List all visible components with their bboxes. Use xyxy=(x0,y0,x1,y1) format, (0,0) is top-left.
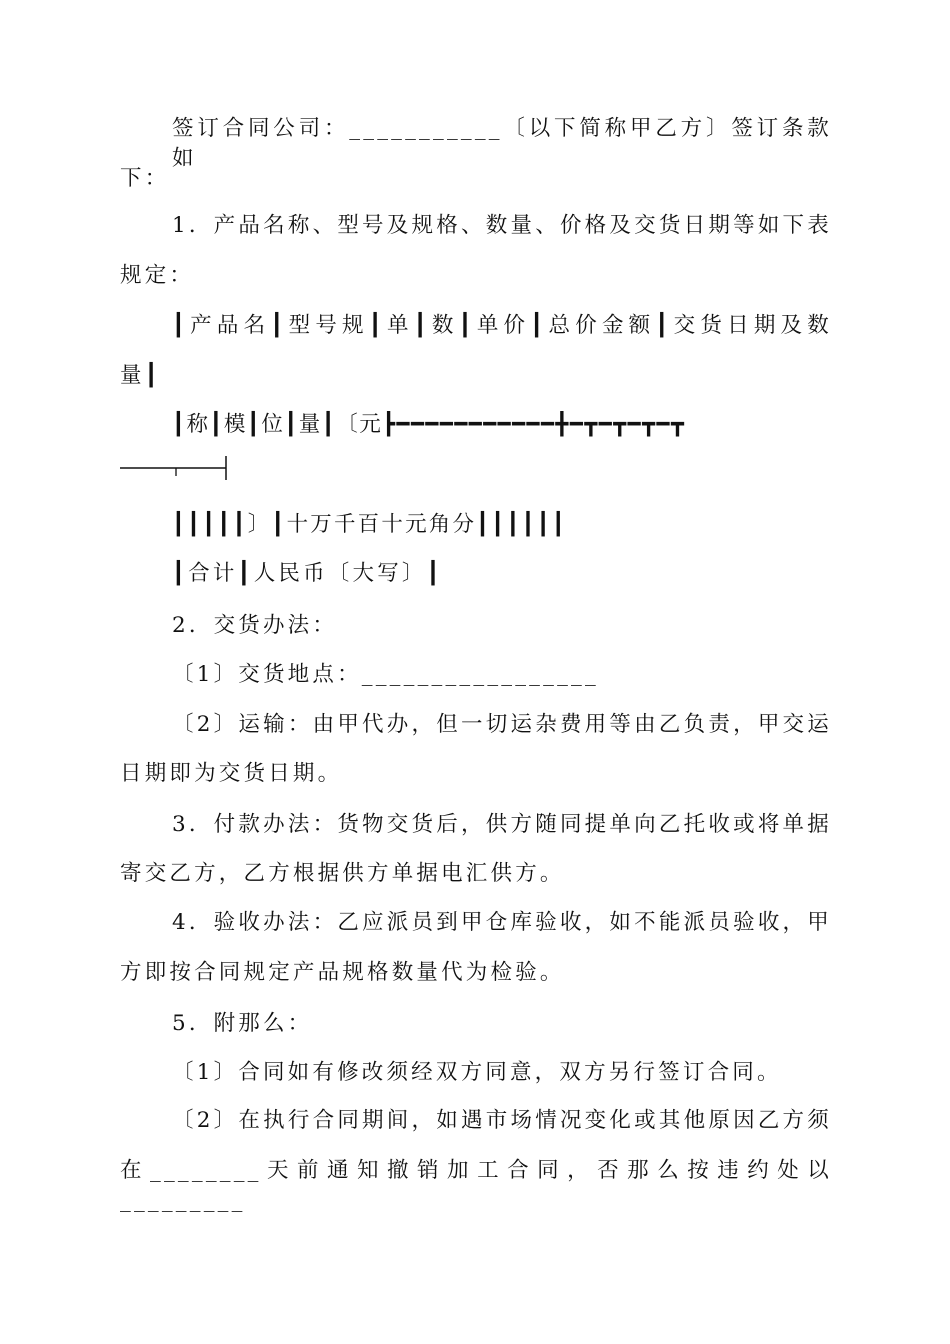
table-total-row: ┃合计┃人民币〔大写〕┃ xyxy=(172,561,443,586)
clause-2-item-2-continued: 日期即为交货日期。 xyxy=(120,761,343,786)
table-unit-row: ┃┃┃┃┃〕┃十万千百十元角分┃┃┃┃┃┃ xyxy=(172,512,568,537)
clause-2-item-1: 〔1〕交货地点：_________________ xyxy=(172,662,599,687)
clause-1-heading-continued: 规定： xyxy=(120,263,195,288)
table-border-line xyxy=(120,453,832,493)
table-header-row-continued: 量┃ xyxy=(120,363,161,388)
clause-5-item-1: 〔1〕合同如有修改须经双方同意，双方另行签订合同。 xyxy=(172,1060,782,1085)
clause-5-heading: 5．附那么： xyxy=(172,1011,313,1036)
table-header-row: ┃产品名┃型号规┃单┃数┃单价┃总价金额┃交货日期及数 xyxy=(172,313,832,338)
clause-3: 3．付款办法：货物交货后，供方随同提单向乙托收或将单据 xyxy=(172,812,832,837)
intro-line: 签订合同公司：___________〔以下简称甲乙方〕签订条款如 xyxy=(172,116,832,171)
clause-5-item-2-continued: 在________天前通知撤销加工合同，否那么按违约处以_________ xyxy=(120,1158,832,1213)
table-subheader-row: ┃称┃模┃位┃量┃〔元┣━━━━━━━━━━━╋━┳━┳━┳━┳ xyxy=(172,412,686,437)
clause-2-item-2: 〔2〕运输：由甲代办，但一切运杂费用等由乙负责，甲交运 xyxy=(172,712,832,737)
clause-2-heading: 2．交货办法： xyxy=(172,613,338,638)
clause-1-heading: 1．产品名称、型号及规格、数量、价格及交货日期等如下表 xyxy=(172,213,832,238)
intro-line-continued: 下： xyxy=(120,166,170,191)
clause-4: 4．验收办法：乙应派员到甲仓库验收，如不能派员验收，甲 xyxy=(172,910,832,935)
clause-5-item-2: 〔2〕在执行合同期间，如遇市场情况变化或其他原因乙方须 xyxy=(172,1108,832,1133)
clause-3-continued: 寄交乙方，乙方根据供方单据电汇供方。 xyxy=(120,861,565,886)
clause-4-continued: 方即按合同规定产品规格数量代为检验。 xyxy=(120,960,565,985)
